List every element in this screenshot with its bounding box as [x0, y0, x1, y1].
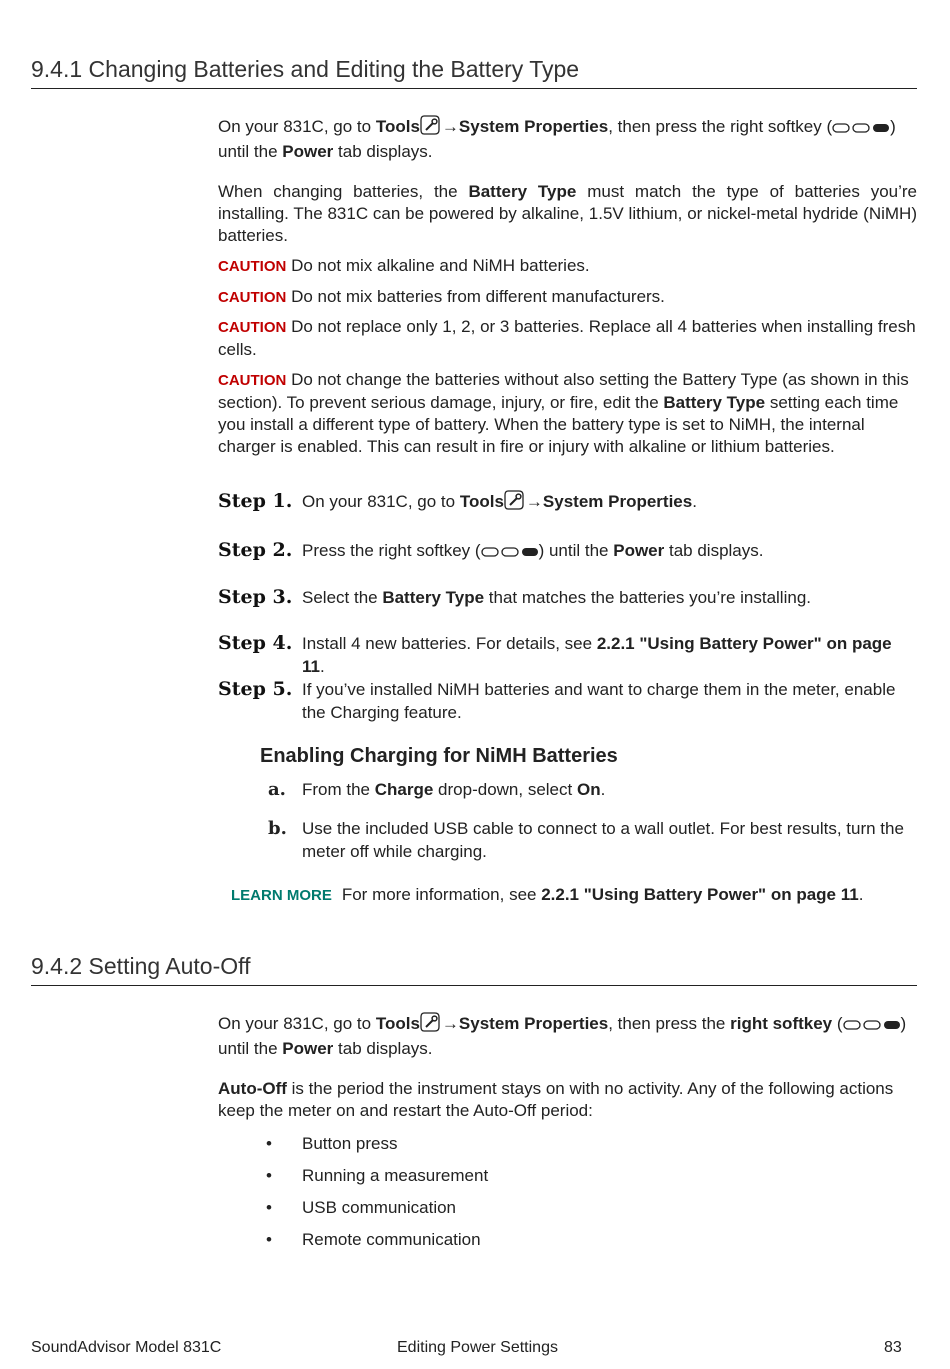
- page-number: 83: [884, 1339, 902, 1356]
- tools-label: Tools: [375, 117, 420, 136]
- caution-label: CAUTION: [218, 372, 287, 389]
- section-title-changing-batteries: 9.4.1 Changing Batteries and Editing the Battery Type: [31, 56, 917, 89]
- learn-more: LEARN MORE For more information, see 2.2.1 "Using Battery Power" on page 11.: [231, 885, 864, 904]
- auto-off-intro: On your 831C, go to Tools →System Properties, then press the right softkey ( ) until the Power tab displays.: [218, 1014, 907, 1058]
- wrench-icon: [504, 490, 526, 516]
- footer-product: SoundAdvisor Model 831C: [31, 1339, 222, 1356]
- right-softkey-icon: [843, 1016, 901, 1038]
- enabling-charging-heading: Enabling Charging for NiMH Batteries: [260, 745, 618, 767]
- caution-3: CAUTION Do not replace only 1, 2, or 3 batteries. Replace all 4 batteries when installing fresh cells.: [218, 317, 916, 359]
- auto-off-paragraph: Auto-Off is the period the instrument stays on with no activity. Any of the following actions keep the meter on and restart the Auto-Off period:: [218, 1079, 894, 1120]
- caution-4: CAUTION Do not change the batteries without also setting the Battery Type (as shown in this section). To prevent serious damage, injury, or fire, edit the Battery Type setting each time you install a different type of battery. When the battery type is set to NiMH, the internal charger is enabled. This can result in fire or injury with alkaline or lithium batteries.: [218, 370, 909, 456]
- wrench-icon: [420, 1012, 442, 1038]
- list-item: • Remote communication: [266, 1230, 481, 1249]
- right-softkey-icon: [481, 542, 539, 565]
- right-softkey-icon: [832, 119, 890, 141]
- battery-type-paragraph: When changing batteries, the Battery Type must match the type of batteries you’re installing. The 831C can be powered by alkaline, 1.5V lithium, or nickel-metal hydride (NiMH) batteries.: [218, 182, 917, 245]
- substep-b: b. Use the included USB cable to connect to a wall outlet. For best results, turn the meter off while charging.: [268, 818, 904, 861]
- list-item: • USB communication: [266, 1198, 457, 1217]
- caution-label: CAUTION: [218, 258, 287, 275]
- step-1: Step 1. On your 831C, go to Tools →System Properties.: [218, 490, 917, 516]
- caution-1: CAUTION Do not mix alkaline and NiMH batteries.: [218, 256, 590, 275]
- power-label: Power: [282, 142, 334, 161]
- caution-2: CAUTION Do not mix batteries from different manufacturers.: [218, 287, 665, 306]
- learn-more-label: LEARN MORE: [231, 887, 332, 904]
- caution-label: CAUTION: [218, 319, 287, 336]
- intro-paragraph: On your 831C, go to Tools →System Properties, then press the right softkey ( ) until the Power tab displays.: [218, 117, 896, 161]
- using-battery-power-link[interactable]: 2.2.1 "Using Battery Power" on page 11: [302, 634, 892, 676]
- substep-a: a. From the Charge drop-down, select On.: [268, 779, 606, 800]
- section-title-auto-off: 9.4.2 Setting Auto-Off: [31, 953, 917, 986]
- system-properties-label: System Properties: [458, 117, 609, 136]
- caution-label: CAUTION: [218, 289, 287, 306]
- step-2: Step 2. Press the right softkey ( ) until the Power tab displays.: [218, 539, 917, 565]
- step-3: Step 3. Select the Battery Type that matches the batteries you’re installing.: [218, 586, 811, 608]
- using-battery-power-link[interactable]: 2.2.1 "Using Battery Power" on page 11: [541, 885, 859, 904]
- list-item: • Running a measurement: [266, 1166, 489, 1185]
- footer-chapter: Editing Power Settings: [397, 1339, 558, 1356]
- list-item: • Button press: [266, 1134, 398, 1153]
- step-4: Step 4. Install 4 new batteries. For details, see 2.2.1 "Using Battery Power" on page 11.: [218, 632, 892, 676]
- wrench-icon: [420, 115, 442, 141]
- step-5: Step 5. If you’ve installed NiMH batteries and want to charge them in the meter, enable the Charging feature.: [218, 678, 896, 722]
